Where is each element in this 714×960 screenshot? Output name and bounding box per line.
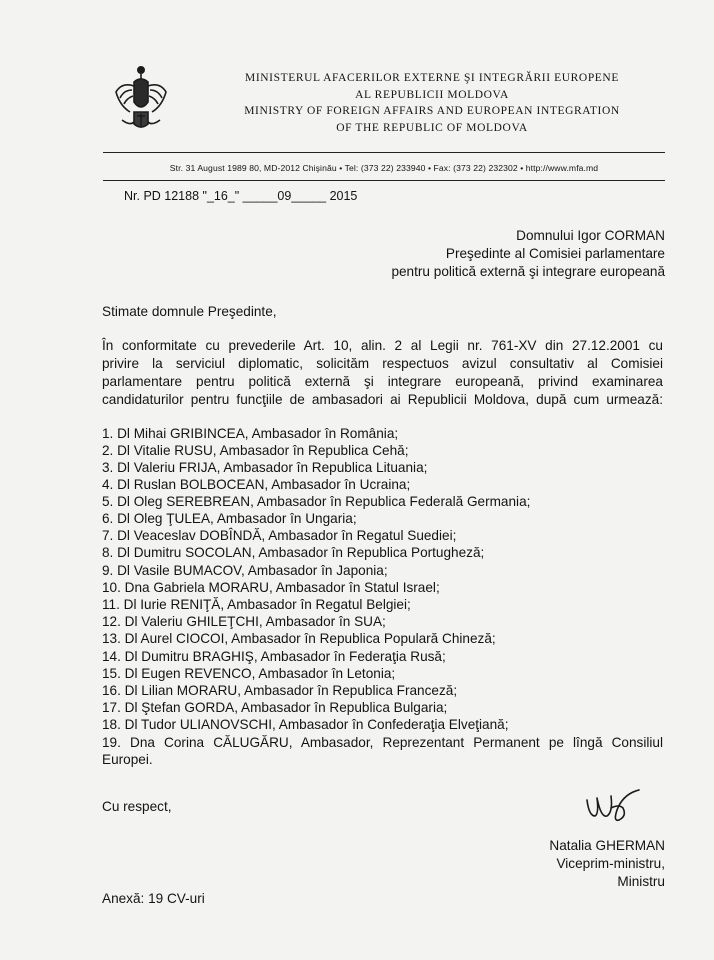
list-item: 10. Dna Gabriela MORARU, Ambasador în Statul Israel; [102,580,440,595]
header-en-line2: OF THE REPUBLIC OF MOLDOVA [336,121,528,134]
header-en-line1: MINISTRY OF FOREIGN AFFAIRS AND EUROPEAN INTEGRATION [244,105,620,117]
list-item: 9. Dl Vasile BUMACOV, Ambasador în Japonia; [102,563,388,578]
header-ro-line1: MINISTERUL AFACERILOR EXTERNE ŞI INTEGRĂRII EUROPENE [245,72,619,84]
header-ro-line2: AL REPUBLICII MOLDOVA [355,88,509,101]
list-item: 18. Dl Tudor ULIANOVSCHI, Ambasador în Confederaţia Elveţiană; [102,717,509,732]
body-line: candidaturilor pentru funcţiile de ambasadori ai Republicii Moldova, după cum urmează: [102,392,663,407]
signature [583,786,645,826]
list-item: 5. Dl Oleg SEREBREAN, Ambasador în Republica Federală Germania; [102,494,531,509]
list-item: 16. Dl Lilian MORARU, Ambasador în Republica Franceză; [102,683,458,698]
list-item-continuation: Europei. [102,752,153,767]
signatory-title1: Viceprim-ministru, [556,856,665,871]
body-line: privire la serviciul diplomatic, solicităm respectuos avizul consultativ al Comisiei [102,356,663,371]
list-item: 4. Dl Ruslan BOLBOCEAN, Ambasador în Ucraina; [102,477,411,492]
ministry-header [222,70,642,136]
body-line: parlamentare pentru politică externă şi integrare europeană, privind examinarea [102,374,663,389]
list-item: 15. Dl Eugen REVENCO, Ambasador în Letonia; [102,666,396,681]
list-item: 3. Dl Valeriu FRIJA, Ambasador în Republica Lituania; [102,460,428,475]
header-contacts: Str. 31 August 1989 80, MD-2012 Chişinău • Tel: (373 22) 233940 • Fax: (373 22) 232302 • http://www.mfa.md [169,163,599,173]
list-item: 7. Dl Veaceslav DOBÎNDĂ, Ambasador în Regatul Suediei; [102,528,457,543]
list-item: 8. Dl Dumitru SOCOLAN, Ambasador în Republica Portugheză; [102,545,485,560]
signatory-title2: Ministru [617,874,665,889]
coat-of-arms-icon [112,62,170,134]
list-item: 6. Dl Oleg ŢULEA, Ambasador în Ungaria; [102,511,357,526]
list-item: 14. Dl Dumitru BRAGHIŞ, Ambasador în Federaţia Rusă; [102,649,446,664]
list-item: 13. Dl Aurel CIOCOI, Ambasador în Republica Populară Chineză; [102,631,496,646]
list-item: 11. Dl Iurie RENIŢĂ, Ambasador în Regatul Belgiei; [102,597,411,612]
list-item: 12. Dl Valeriu GHILEŢCHI, Ambasador în SUA; [102,614,386,629]
list-item: 17. Dl Ştefan GORDA, Ambasador în Republica Bulgaria; [102,700,448,715]
recipient-line1: Domnului Igor CORMAN [516,228,665,243]
header-rule-top [103,152,665,153]
annex: Anexă: 19 CV-uri [102,891,205,906]
recipient-line3: pentru politică externă şi integrare europeană [391,264,665,279]
closing: Cu respect, [102,799,172,814]
header-rule-bottom [103,180,665,181]
recipient-line2: Preşedinte al Comisiei parlamentare [445,246,665,261]
list-item: 1. Dl Mihai GRIBINCEA, Ambasador în România; [102,426,399,441]
body-line: În conformitate cu prevederile Art. 10, alin. 2 al Legii nr. 761-XV din 27.12.2001 cu [102,338,663,353]
list-item: 19. Dna Corina CĂLUGĂRU, Ambasador, Reprezentant Permanent pe lîngă Consiliul [102,735,663,750]
list-item: 2. Dl Vitalie RUSU, Ambasador în Republica Cehă; [102,443,409,458]
reference-number: Nr. PD 12188 "_16_" _____09_____ 2015 [124,189,358,203]
signatory-name: Natalia GHERMAN [549,838,665,853]
salutation: Stimate domnule Preşedinte, [102,304,277,319]
